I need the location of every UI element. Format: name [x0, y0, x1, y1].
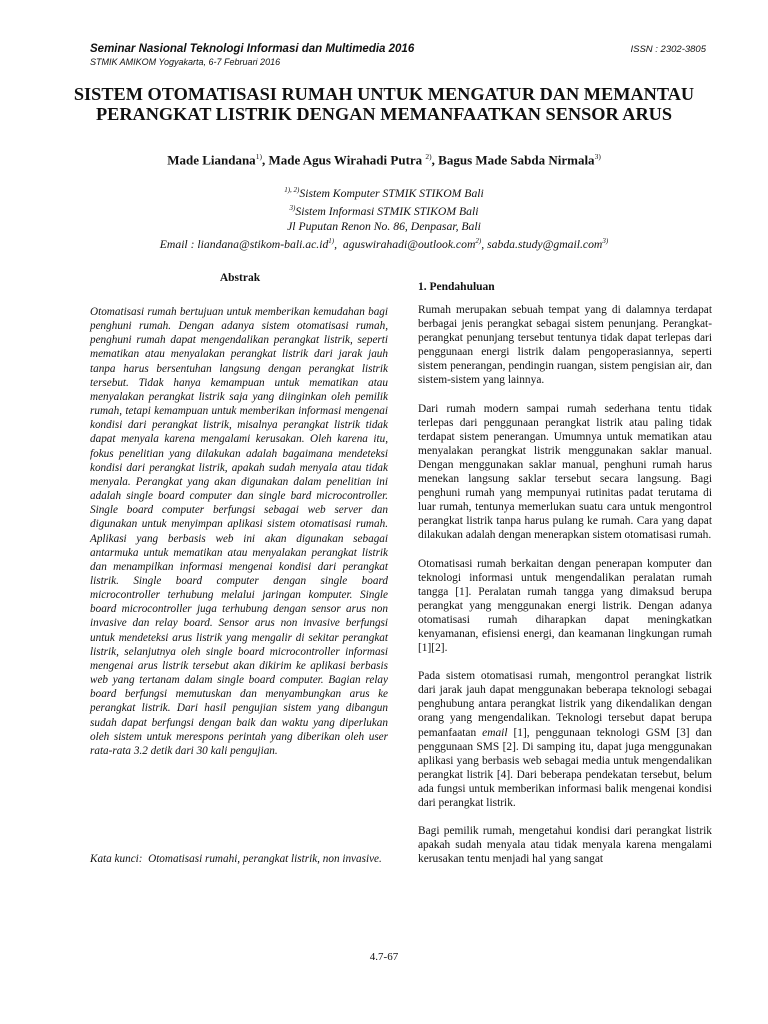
email-address: sabda.study@gmail.com	[487, 237, 603, 251]
affiliation-mark: 3)	[289, 203, 296, 212]
paragraph-text: Pada sistem otomatisasi rumah, mengontrol perangkat listrik dari jarak jauh dapat menggunakan beberapa teknologi sebagai penghubung antara perangkat listrik yang dikendalikan dengan orang yang mengendalikan. Teknologi tersebut dapat berupa pemanfaatan	[418, 670, 712, 739]
author-mark: 3)	[594, 152, 601, 161]
email-address: liandana@stikom-bali.ac.id	[197, 237, 329, 251]
paragraph: Otomatisasi rumah berkaitan dengan penerapan komputer dan teknologi informasi untuk mengendalikan peralatan rumah tangga [1]. Peralatan rumah tangga yang dimaksud berupa perangkat yang menggunakan energi listrik. Dengan adanya otomatisasi rumah diharapkan dapat meningkatkan kenyamanan, efisiensi energi, dan keamanan lingkungan rumah [1][2].	[418, 557, 712, 655]
abstract-heading: Abstrak	[219, 272, 261, 284]
author-name: Made Liandana	[167, 152, 256, 168]
affiliation-mark: 1), 2)	[284, 186, 300, 194]
paragraph: Rumah merupakan sebuah tempat yang di dalamnya terdapat berbagai jenis perangkat sebagai sistem penunjang. Perangkat-perangkat penunjang tersebut tentunya tidak dapat terlepas dari penggunaan energi listrik dalam pengoperasiannya, seperti sistem penerangan, pendingin ruangan, sistem pengisian air, dan sistem-sistem yang lainnya.	[418, 304, 712, 387]
affiliation-text: Sistem Informasi STMIK STIKOM Bali	[295, 204, 479, 218]
keywords	[90, 852, 388, 867]
section-heading: 1. Pendahuluan	[418, 281, 495, 293]
author-name: Made Agus Wirahadi Putra	[268, 152, 423, 168]
address-line: Jl Puputan Renon No. 86, Denpasar, Bali	[287, 219, 481, 233]
abstract-text: Otomatisasi rumah bertujuan untuk memberikan kemudahan bagi penghuni rumah. Dengan adanya sistem otomatisasi rumah, penghuni rumah dapat mengendalikan perangkat listrik, seperti mematikan atau menyalakan perangkat listrik dari jarak jauh tanpa harus bersentuhan langsung dengan perangkat listrik tersebut. Tidak hanya kemampuan untuk mematikan atau menyalakan perangkat listrik saja yang diinginkan oleh pemilik rumah, tetapi kemampuan untuk memberikan informasi mengenai kondisi dari perangkat listrik, misalnya perangkat listrik tidak dapat menyala karena mengalami kerusakan. Oleh karena itu, fokus penelitian yang dilakukan adalah bagaimana mendeteksi kondisi dari perangkat listrik, apakah sudah menyala atau tidak menyala. Perangkat yang akan digunakan dalam penelitian ini adalah single board computer dan single bard microcontroller. Single board computer berfungsi sebagai web server dan digunakan untuk menyimpan aplikasi sistem otomatisasi rumah. Aplikasi yang berbasis web ini akan digunakan sebagai antarmuka untuk mematikan atau menyalakan perangkat listrik dan menampilkan informasi mengenai kondisi dari perangkat listrik. Single board computer dengan single board microcontroller terhubung melalui jaringan komputer. Single board microcontroller juga terhubung dengan sensor arus non invasive dan relay board. Sensor arus non invasive berfungsi untuk mendeteksi arus listrik yang mengalir di sekitar perangkat listrik, selanjutnya oleh single board microcontroller informasi mengenai arus listrik tersebut akan dikirim ke aplikasi berbasis web yang tertanam dalam single board computer. Bagian relay board berfungsi memutuskan dan menyambungkan arus ke perangkat listrik. Dari hasil pengujian sistem yang dibangun sudah dapat berfungsi dengan baik dan waktu yang diperlukan oleh sistem untuk merespons perintah yang diberikan oleh user rata-rata 3.2 detik dari 30 kali pengujian.	[90, 306, 388, 757]
conference-location: STMIK AMIKOM Yogyakarta, 6-7 Februari 2016	[90, 57, 281, 67]
affiliation-text: Sistem Komputer STMIK STIKOM Bali	[299, 186, 484, 200]
issn: ISSN : 2302-3805	[630, 44, 706, 55]
paragraph: Dari rumah modern sampai rumah sederhana tentu tidak terlepas dari penggunaan perangkat listrik atau paling tidak terdapat sistem penerangan. Umumnya untuk mematikan atau menyalakan perangkat listrik menggunakan saklar manual. Dengan menggunakan saklar manual, penghuni rumah harus menekan langsung saklar tersebut secara langsung. Bagi penghuni rumah yang mempunyai rutinitas padat terutama di luar rumah, tentunya memerlukan suatu cara untuk mengontrol perangkat listrik tanpa harus pulang ke rumah. Cara yang dapat dilakukan adalah dengan menerapkan sistem otomatisasi rumah.	[418, 402, 712, 542]
section-body	[418, 303, 712, 880]
email-mark: 2)	[475, 236, 482, 245]
italic-term: email	[482, 726, 508, 739]
author-mark: 1)	[255, 152, 262, 161]
author-mark: 2)	[425, 152, 432, 161]
author-list: Made Liandana$^{1)}$, Made Agus Wirahadi Putra $^{2)}$, Bagus Made Sabda Nirmala$^{3)}$	[167, 152, 601, 168]
affiliation-line	[60, 183, 708, 201]
email-label: Email :	[159, 237, 198, 251]
email-address: aguswirahadi@outlook.com	[342, 237, 476, 251]
paper-title: SISTEM OTOMATISASI RUMAH UNTUK MENGATUR DAN MEMANTAU PERANGKAT LISTRIK DENGAN MEMANFAATKAN SENSOR ARUS	[73, 84, 695, 124]
paragraph: Bagi pemilik rumah, mengetahui kondisi dari perangkat listrik apakah sudah menyala atau tidak menyala karena mengalami kerusakan tentu menjadi hal yang sangat	[418, 825, 712, 866]
email-mark: 1)	[328, 236, 335, 245]
paragraph-text: [1], penggunaan teknologi GSM [3] dan penggunaan SMS [2]. Di samping itu, dapat juga menggunakan aplikasi yang berbasis web sebagai media untuk mengendalikan perangkat listrik [4]. Dari beberapa pendekatan tersebut, belum ada fungsi untuk memberikan informasi balik mengenai kondisi dari perangkat listrik.	[418, 726, 712, 809]
email-mark: 3)	[602, 236, 609, 245]
email-line: Email : $liandana@stikom-bali.ac.id^{1)}$, aguswirahadi@outlook.com$^{2)}$, sabda.study@gmail.com$^{3)}$	[159, 236, 609, 251]
author-name: Bagus Made Sabda Nirmala	[438, 152, 595, 168]
affiliation-line	[60, 201, 708, 219]
paragraph	[418, 669, 712, 810]
affiliations	[60, 183, 708, 252]
keywords-text: Otomatisasi rumahi, perangkat listrik, non invasive.	[148, 853, 382, 865]
page-number: 4.7-67	[369, 951, 399, 963]
conference-name: Seminar Nasional Teknologi Informasi dan Multimedia 2016	[90, 43, 415, 55]
keywords-label: Kata kunci:	[90, 853, 143, 865]
